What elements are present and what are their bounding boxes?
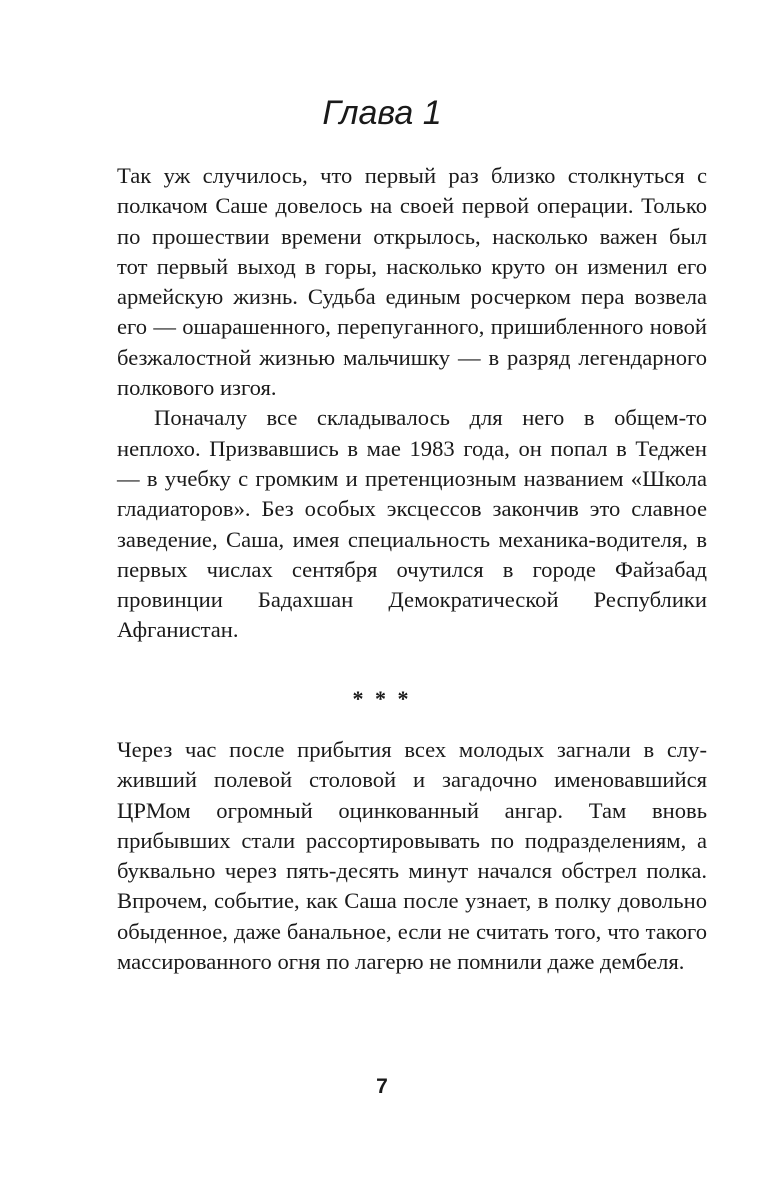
- chapter-title: Глава 1: [322, 94, 442, 132]
- paragraph: Через час после прибытия всех молодых загнали в служивший полевой столовой и загадочно именовавшийся ЦРМом огромный оцинкованный ангар. Там вновь прибывших стали рассортировывать по подразделениям, а буквально через пять-десять минут начался обстрел полка. Впрочем, событие, как Саша после узнает, в полку довольно обыденное, даже банальное, если не считать того, что такого массированного огня по лагерю не помнили даже дембеля.: [117, 737, 707, 975]
- paragraph: Поначалу все складывалось для него в общем-то неплохо. Призвавшись в мае 1983 года, он попал в Теджен — в учебку с громким и претенциозным названием «Школа гладиаторов». Без особых эксцессов закончив это славное заведение, Саша, имея специальность механика-водителя, в первых числах сентября очутился в городе Файзабад провинции Бадахшан Демократической Республики Афганистан.: [117, 405, 707, 643]
- page-number: 7: [376, 1075, 388, 1098]
- text-section-1: [117, 161, 707, 646]
- paragraph: Так уж случилось, что первый раз близко столкнуться с полкачом Саше довелось на своей первой операции. Только по прошествии времени открылось, насколько важен был тот первый выход в горы, насколько круто он изменил его армейскую жизнь. Судьба единым росчерком пера возвела его — ошарашенного, перепуганного, пришибленного новой безжалостной жизнью мальчишку — в разряд легендарного полкового изгоя.: [117, 163, 707, 401]
- section-separator: * * *: [352, 686, 412, 711]
- text-section-2: [117, 735, 707, 977]
